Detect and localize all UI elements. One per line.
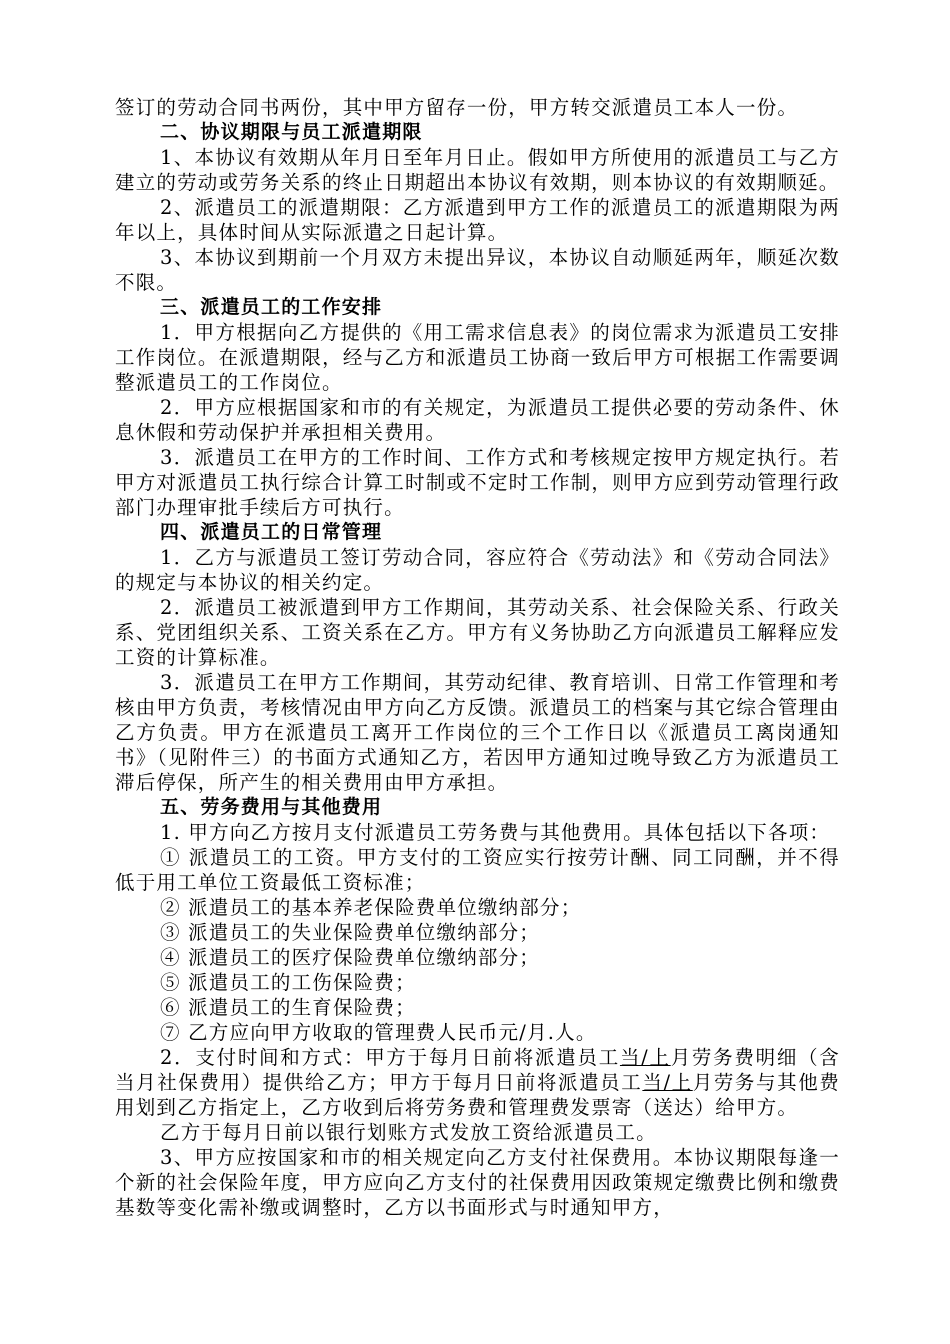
section-heading-5: 五、劳务费用与其他费用 (160, 796, 383, 818)
text-run: 月劳务费明细（含当月社保费用）提供给乙方；甲方于每月日前将派遣员工 (115, 1046, 841, 1094)
list-item: ③ 派遣员工的失业保险费单位缴纳部分； (160, 921, 540, 944)
text-run: 2．支付时间和方式：甲方于每月日前将派遣员工 (160, 1046, 620, 1069)
section-heading-4: 四、派遣员工的日常管理 (160, 521, 383, 543)
list-item: ⑤ 派遣员工的工伤保险费； (160, 971, 416, 994)
paragraph: 签订的劳动合同书两份，其中甲方留存一份，甲方转交派遣员工本人一份。 (115, 96, 799, 119)
paragraph: 1．甲方根据向乙方提供的《用工需求信息表》的岗位需求为派遣员工安排工作岗位。在派遣期限，经与乙方和派遣员工协商一致后甲方可根据工作需要调整派遣员工的工作岗位。 (115, 321, 840, 394)
list-item: ② 派遣员工的基本养老保险费单位缴纳部分； (160, 896, 582, 919)
list-item: ⑦ 乙方应向甲方收取的管理费人民币元/月.人。 (160, 1021, 597, 1044)
paragraph: 3．派遣员工在甲方工作期间，其劳动纪律、教育培训、日常工作管理和考核由甲方负责，考核情况由甲方向乙方反馈。派遣员工的档案与其它综合管理由乙方负责。甲方在派遣员工离开工作岗位的三个工作日以《派遣员工离岗通知书》（见附件三）的书面方式通知乙方，若因甲方通知过晚导致乙方为派遣员工滞后停保，所产生的相关费用由甲方承担。 (115, 671, 840, 794)
section-heading-3: 三、派遣员工的工作安排 (160, 296, 383, 318)
paragraph: 1. 甲方向乙方按月支付派遣员工劳务费与其他费用。具体包括以下各项： (160, 821, 831, 844)
paragraph: 乙方于每月日前以银行划账方式发放工资给派遣员工。 (160, 1121, 657, 1144)
underlined-text: 当/上 (619, 1046, 671, 1069)
underlined-text: 当/上 (642, 1071, 693, 1094)
list-item: ① 派遣员工的工资。甲方支付的工资应实行按劳计酬、同工同酬，并不得低于用工单位工资最低工资标准； (115, 846, 840, 894)
paragraph: 3、甲方应按国家和市的相关规定向乙方支付社保费用。本协议期限每逢一个新的社会保险年度，甲方应向乙方支付的社保费用因政策规定缴费比例和缴费基数等变化需补缴或调整时，乙方以书面形式与时通知甲方， (115, 1146, 840, 1219)
paragraph-payment (115, 1045, 840, 1120)
list-item: ④ 派遣员工的医疗保险费单位缴纳部分； (160, 946, 540, 969)
section-heading-2: 二、协议期限与员工派遣期限 (160, 121, 423, 143)
text-run: 月劳务与其他费用划到乙方指定上，乙方收到后将劳务费和管理费发票寄（送达）给甲方。 (115, 1071, 840, 1119)
paragraph: 3、本协议到期前一个月双方未提出异议，本协议自动顺延两年，顺延次数不限。 (115, 246, 840, 294)
paragraph: 1、本协议有效期从年月日至年月日止。假如甲方所使用的派遣员工与乙方建立的劳动或劳务关系的终止日期超出本协议有效期，则本协议的有效期顺延。 (115, 146, 840, 194)
paragraph: 2、派遣员工的派遣期限：乙方派遣到甲方工作的派遣员工的派遣期限为两年以上，具体时间从实际派遣之日起计算。 (115, 196, 840, 244)
paragraph: 1．乙方与派遣员工签订劳动合同，容应符合《劳动法》和《劳动合同法》的规定与本协议的相关约定。 (115, 546, 840, 594)
list-item: ⑥ 派遣员工的生育保险费； (160, 996, 416, 1019)
paragraph: 2．派遣员工被派遣到甲方工作期间，其劳动关系、社会保险关系、行政关系、党团组织关系、工资关系在乙方。甲方有义务协助乙方向派遣员工解释应发工资的计算标准。 (115, 596, 840, 669)
paragraph: 2．甲方应根据国家和市的有关规定，为派遣员工提供必要的劳动条件、休息休假和劳动保护并承担相关费用。 (115, 396, 840, 444)
paragraph: 3．派遣员工在甲方的工作时间、工作方式和考核规定按甲方规定执行。若甲方对派遣员工执行综合计算工时制或不定时工作制，则甲方应到劳动管理行政部门办理审批手续后方可执行。 (115, 446, 840, 519)
